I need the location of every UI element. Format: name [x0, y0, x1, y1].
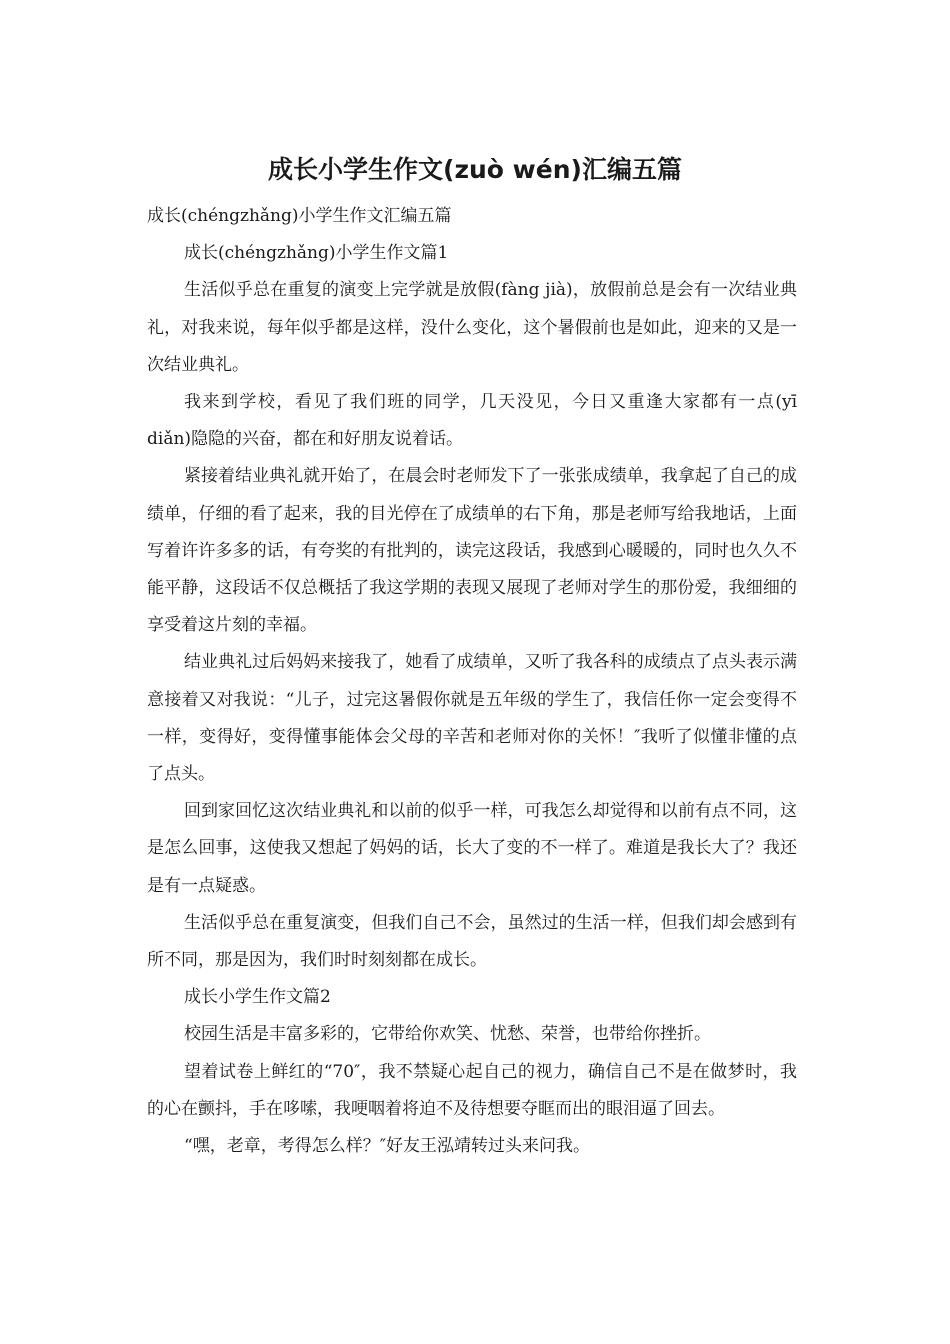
paragraph: 校园生活是丰富多彩的，它带给你欢笑、忧愁、荣誉，也带给你挫折。 [184, 1024, 711, 1045]
paragraph: 望着试卷上鲜红的“70″，我不禁疑心起自己的视力，确信自己不是在做梦时，我的心在颤抖，手在哆嗦，我哽咽着将迫不及待想要夺眶而出的眼泪逼了回去。 [147, 1061, 797, 1119]
paragraph: 我来到学校，看见了我们班的同学，几天没见，今日又重逢大家都有一点(yī diǎn)隐隐的兴奋，都在和好朋友说着话。 [147, 392, 797, 450]
essay-1-heading: 成长(chéngzhǎng)小学生作文篇1 [184, 243, 449, 264]
paragraph: 紧接着结业典礼就开始了，在晨会时老师发下了一张张成绩单，我拿起了自己的成绩单，仔细的看了起来，我的目光停在了成绩单的右下角，那是老师写给我地话，上面写着许许多多的话，有夸奖的有批判的，读完这段话，我感到心暖暖的，同时也久久不能平静，这段话不仅总概括了我这学期的表现又展现了老师对学生的那份爱，我细细的享受着这片刻的幸福。 [147, 466, 797, 636]
subtitle-line: 成长(chéngzhǎng)小学生作文汇编五篇 [147, 206, 452, 226]
paragraph: 回到家回忆这次结业典礼和以前的似乎一样，可我怎么却觉得和以前有点不同，这是怎么回事，这使我又想起了妈妈的话，长大了变的不一样了。难道是我长大了？我还是有一点疑惑。 [147, 801, 797, 896]
paragraph: “嘿，老章，考得怎么样？″好友王泓靖转过头来问我。 [184, 1136, 591, 1157]
essay-2-heading: 成长小学生作文篇2 [184, 987, 331, 1008]
document-title: 成长小学生作文(zuò wén)汇编五篇 [268, 155, 682, 184]
paragraph: 生活似乎总在重复的演变上完学就是放假(fàng jià)，放假前总是会有一次结业典礼，对我来说，每年似乎都是这样，没什么变化，这个暑假前也是如此，迎来的又是一次结业典礼。 [147, 280, 797, 375]
paragraph: 生活似乎总在重复演变，但我们自己不会，虽然过的生活一样，但我们却会感到有所不同，那是因为，我们时时刻刻都在成长。 [147, 912, 797, 971]
paragraph: 结业典礼过后妈妈来接我了，她看了成绩单，又听了我各科的成绩点了点头表示满意接着又对我说：“儿子，过完这暑假你就是五年级的学生了，我信任你一定会变得不一样，变得好，变得懂事能体会父母的辛苦和老师对你的关怀！″我听了似懂非懂的点了点头。 [147, 652, 797, 785]
document-body [147, 198, 797, 1165]
